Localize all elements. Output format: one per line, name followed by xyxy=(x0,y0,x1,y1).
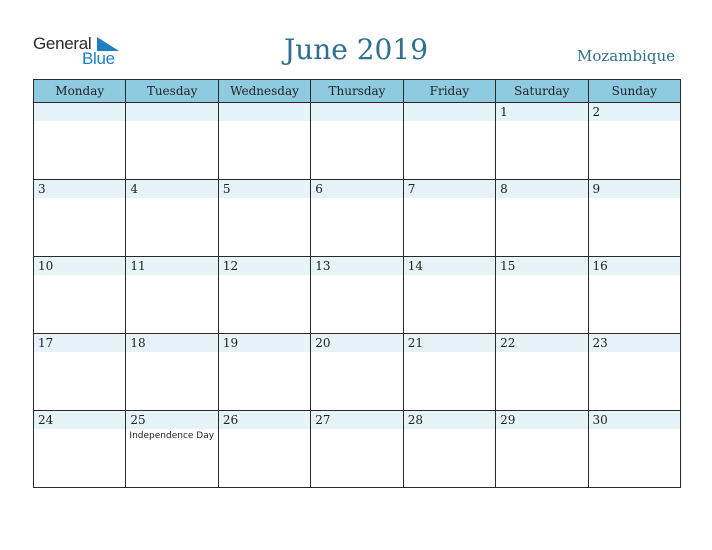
day-number: 24 xyxy=(34,411,125,429)
week-row xyxy=(34,103,681,180)
day-number: 25 xyxy=(126,411,217,429)
day-cell xyxy=(588,334,680,411)
day-cell xyxy=(588,411,680,488)
day-cell xyxy=(496,103,588,180)
day-number: 11 xyxy=(126,257,217,275)
day-cell xyxy=(218,103,310,180)
day-cell xyxy=(218,257,310,334)
day-number: 15 xyxy=(496,257,587,275)
day-number xyxy=(311,103,402,121)
day-cell xyxy=(34,257,126,334)
day-number: 7 xyxy=(404,180,495,198)
day-cell xyxy=(311,257,403,334)
day-number: 10 xyxy=(34,257,125,275)
day-cell xyxy=(403,180,495,257)
week-row xyxy=(34,334,681,411)
day-cell xyxy=(496,334,588,411)
weekday-sunday: Sunday xyxy=(588,80,680,103)
day-number xyxy=(126,103,217,121)
weekday-thursday: Thursday xyxy=(311,80,403,103)
day-number: 22 xyxy=(496,334,587,352)
day-cell xyxy=(403,411,495,488)
day-cell xyxy=(34,411,126,488)
day-number: 16 xyxy=(589,257,680,275)
day-cell xyxy=(126,103,218,180)
day-cell xyxy=(496,257,588,334)
day-number: 6 xyxy=(311,180,402,198)
weekday-friday: Friday xyxy=(403,80,495,103)
day-number: 27 xyxy=(311,411,402,429)
day-number: 21 xyxy=(404,334,495,352)
day-number: 12 xyxy=(219,257,310,275)
weekday-tuesday: Tuesday xyxy=(126,80,218,103)
day-number: 9 xyxy=(589,180,680,198)
day-cell xyxy=(311,180,403,257)
day-cell xyxy=(126,334,218,411)
day-number: 2 xyxy=(589,103,680,121)
day-cell xyxy=(34,334,126,411)
day-cell xyxy=(218,180,310,257)
day-cell xyxy=(496,411,588,488)
weekday-monday: Monday xyxy=(34,80,126,103)
weekday-wednesday: Wednesday xyxy=(218,80,310,103)
day-number xyxy=(219,103,310,121)
day-cell xyxy=(311,103,403,180)
day-cell xyxy=(311,411,403,488)
week-row xyxy=(34,257,681,334)
day-cell xyxy=(588,103,680,180)
week-row xyxy=(34,411,681,488)
country-label: Mozambique xyxy=(577,47,675,65)
day-number: 4 xyxy=(126,180,217,198)
day-number: 29 xyxy=(496,411,587,429)
day-cell xyxy=(403,334,495,411)
calendar-body xyxy=(34,103,681,488)
day-cell xyxy=(403,257,495,334)
calendar-title: June 2019 xyxy=(283,33,429,66)
day-number xyxy=(404,103,495,121)
day-number: 19 xyxy=(219,334,310,352)
day-cell xyxy=(218,411,310,488)
day-cell xyxy=(496,180,588,257)
day-number: 13 xyxy=(311,257,402,275)
day-cell xyxy=(588,180,680,257)
day-number: 30 xyxy=(589,411,680,429)
day-cell xyxy=(218,334,310,411)
day-number xyxy=(34,103,125,121)
day-cell xyxy=(34,103,126,180)
weekday-header-row xyxy=(34,80,681,103)
day-number: 1 xyxy=(496,103,587,121)
day-number: 18 xyxy=(126,334,217,352)
calendar-grid xyxy=(33,79,681,488)
day-number: 26 xyxy=(219,411,310,429)
day-number: 3 xyxy=(34,180,125,198)
day-cell xyxy=(588,257,680,334)
day-cell xyxy=(34,180,126,257)
day-number: 28 xyxy=(404,411,495,429)
day-cell xyxy=(126,180,218,257)
day-cell xyxy=(126,257,218,334)
day-number: 14 xyxy=(404,257,495,275)
day-number: 17 xyxy=(34,334,125,352)
logo-text-blue: Blue xyxy=(82,49,115,68)
day-cell xyxy=(126,411,218,488)
day-number: 23 xyxy=(589,334,680,352)
week-row xyxy=(34,180,681,257)
logo-text-general: General xyxy=(33,34,92,53)
day-number: 5 xyxy=(219,180,310,198)
holiday-label: Independence Day xyxy=(129,431,215,441)
day-cell xyxy=(311,334,403,411)
day-number: 20 xyxy=(311,334,402,352)
day-number: 8 xyxy=(496,180,587,198)
weekday-saturday: Saturday xyxy=(496,80,588,103)
day-cell xyxy=(403,103,495,180)
